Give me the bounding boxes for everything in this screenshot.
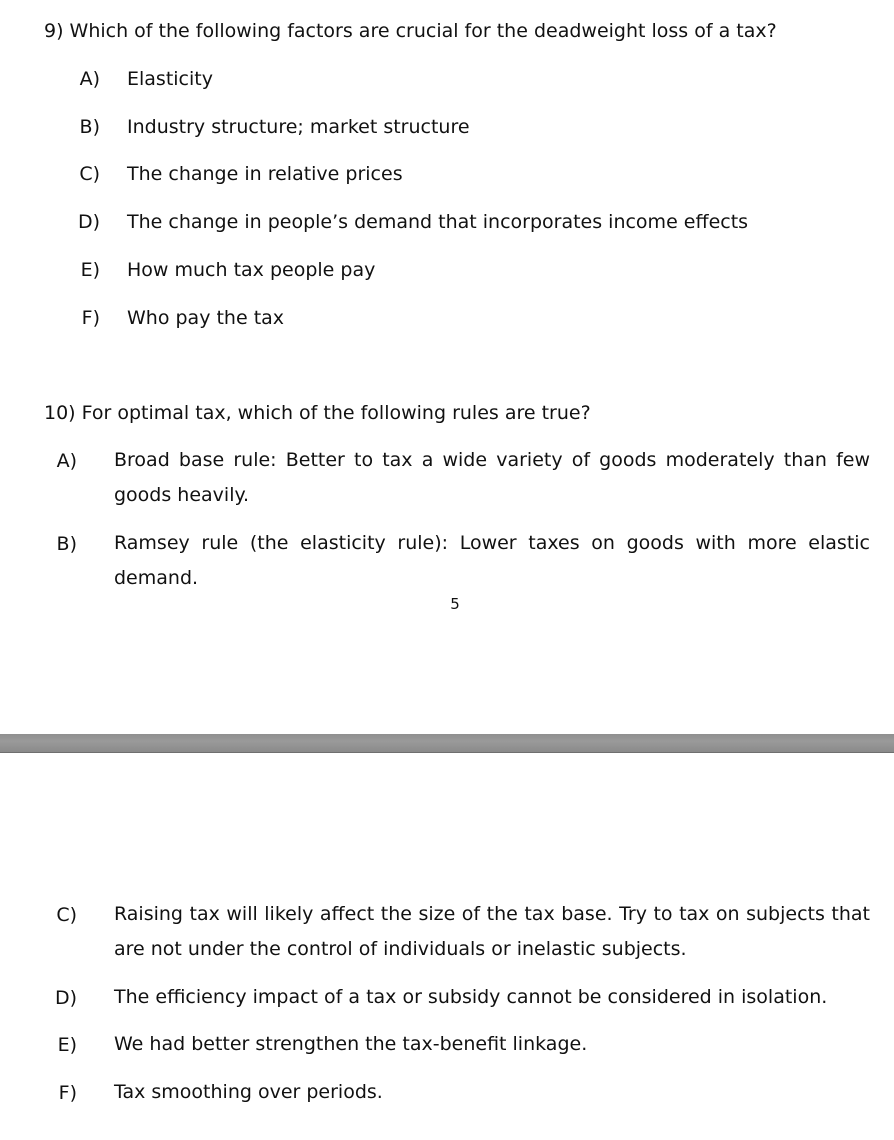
q10-option-f-text: Tax smoothing over periods. (114, 1081, 383, 1103)
q10-option-e-letter: E) (57, 1034, 77, 1056)
q9-option-c-letter: C) (79, 163, 100, 185)
q10-option-b-text: Ramsey rule (the elasticity rule): Lower taxes on goods with more elastic demand. (114, 532, 870, 589)
q9-option-c-text: The change in relative prices (127, 163, 403, 185)
question-10-title: 10) For optimal tax, which of the following rules are true? (44, 402, 591, 424)
q9-option-a-text: Elasticity (127, 68, 213, 90)
q10-option-a-letter: A) (56, 450, 77, 472)
q10-option-b-letter: B) (56, 533, 77, 555)
q10-option-d-letter: D) (54, 987, 77, 1009)
q9-option-f-text: Who pay the tax (127, 307, 285, 329)
q9-option-d-text: The change in people’s demand that incorporates income effects (127, 211, 749, 233)
q10-option-e-text: We had better strengthen the tax-benefit linkage. (114, 1033, 588, 1055)
q9-option-f-letter: F) (81, 307, 100, 329)
q9-option-b-letter: B) (79, 116, 100, 138)
q9-option-a-letter: A) (79, 68, 100, 90)
q9-option-b-text: Industry structure; market structure (127, 116, 470, 138)
page-break-divider (0, 734, 894, 753)
page-number: 5 (450, 595, 460, 613)
q10-option-f-letter: F) (58, 1082, 77, 1104)
q9-option-e-letter: E) (80, 259, 100, 281)
q10-option-c-letter: C) (56, 904, 77, 926)
q10-option-d-text: The efficiency impact of a tax or subsidy cannot be considered in isolation. (114, 986, 828, 1008)
q10-option-c-text: Raising tax will likely affect the size of the tax base. Try to tax on subjects that are not under the control of individuals or inelastic subjects. (114, 903, 870, 960)
q9-option-e-text: How much tax people pay (127, 259, 376, 281)
question-9-title: 9) Which of the following factors are crucial for the deadweight loss of a tax? (44, 20, 777, 42)
q10-option-a-text: Broad base rule: Better to tax a wide variety of goods moderately than few goods heavily. (114, 449, 870, 506)
q9-option-d-letter: D) (77, 211, 100, 233)
